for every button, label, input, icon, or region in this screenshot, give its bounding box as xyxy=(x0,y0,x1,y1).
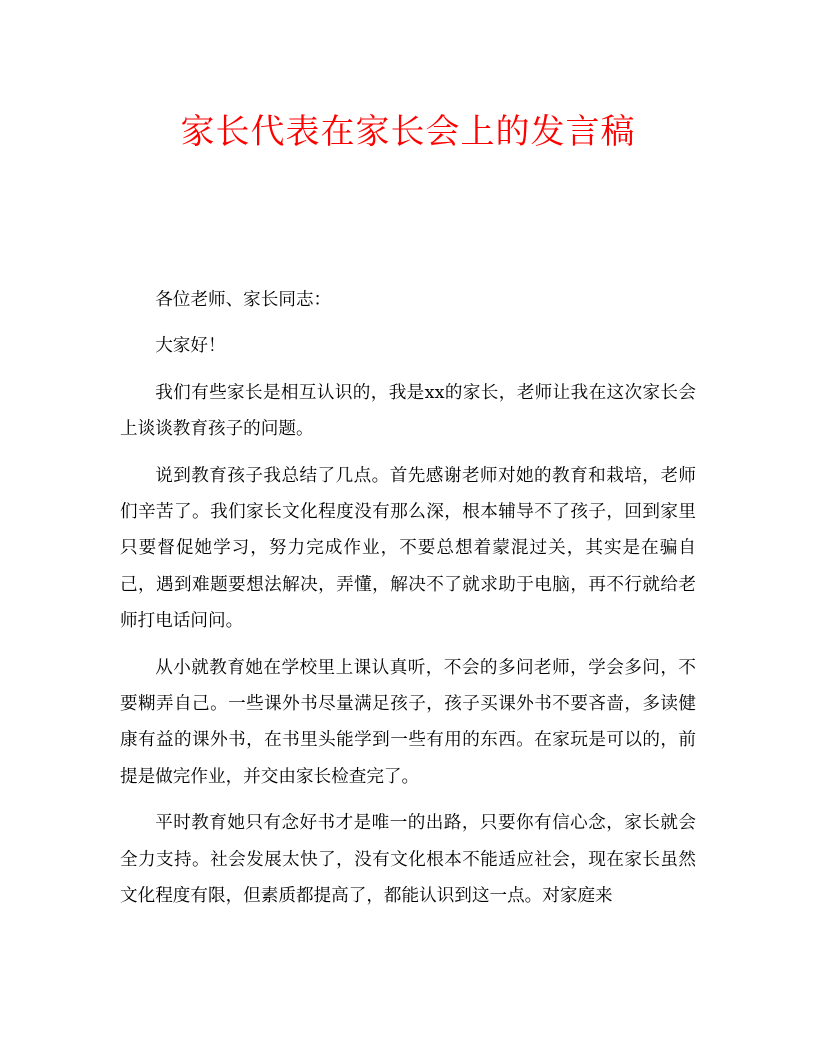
body-paragraph: 说到教育孩子我总结了几点。首先感谢老师对她的教育和栽培，老师们辛苦了。我们家长文化程度没有那么深，根本辅导不了孩子，回到家里只要督促她学习，努力完成作业，不要总想着蒙混过关，其实是在骗自己，遇到难题要想法解决，弄懂，解决不了就求助于电脑，再不行就给老师打电话问问。 xyxy=(120,465,696,632)
greeting-paragraph: 大家好！ xyxy=(155,336,226,357)
body-paragraph: 从小就教育她在学校里上课认真听，不会的多问老师，学会多问，不要糊弄自己。一些课外书尽量满足孩子，孩子买课外书不要吝啬，多读健康有益的课外书，在书里头能学到一些有用的东西。在家玩是可以的，前提是做完作业，并交由家长检查完了。 xyxy=(120,657,696,787)
body-paragraph: 平时教育她只有念好书才是唯一的出路，只要你有信心念，家长就会全力支持。社会发展太快了，没有文化根本不能适应社会，现在家长虽然文化程度有限，但素质都提高了，都能认识到这一点。对家庭来 xyxy=(120,813,696,907)
body-paragraph: 我们有些家长是相互认识的，我是xx的家长，老师让我在这次家长会上谈谈教育孩子的问题。 xyxy=(120,382,696,440)
salutation-paragraph: 各位老师、家长同志： xyxy=(155,290,332,310)
document-title: 家长代表在家长会上的发言稿 xyxy=(180,112,636,152)
document-body xyxy=(120,282,696,925)
